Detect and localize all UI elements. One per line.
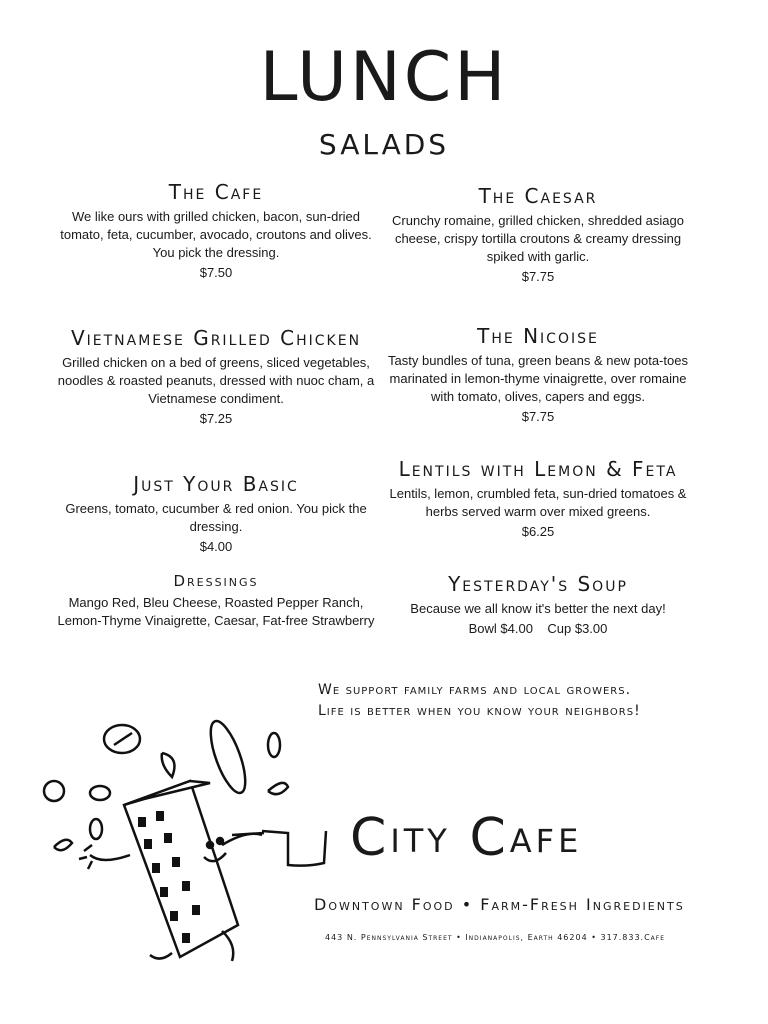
brand-logo xyxy=(350,808,582,868)
tagline-line-1: We support family farms and local growers. xyxy=(318,682,632,698)
tagline xyxy=(318,680,641,722)
menu-item-dressings xyxy=(56,572,376,630)
brand-swirl-c: C xyxy=(350,808,391,868)
item-description: Mango Red, Bleu Cheese, Roasted Pepper Ranch, Lemon-Thyme Vinaigrette, Caesar, Fat-free Strawberry xyxy=(57,595,375,628)
menu-item-basic xyxy=(56,472,376,554)
item-name: Lentils with Lemon & Feta xyxy=(398,457,678,481)
building-mascot-icon xyxy=(32,705,332,970)
section-title: SALADS xyxy=(318,128,450,161)
item-description: We like ours with grilled chicken, bacon, sun-dried tomato, feta, cucumber, avocado, croutons and olives. You pick the dressing. xyxy=(60,209,372,260)
menu-item-caesar xyxy=(378,184,698,284)
item-price: $7.25 xyxy=(199,411,233,426)
brand-swirl-c: C xyxy=(469,808,510,868)
menu-item-cafe xyxy=(56,180,376,280)
address: 443 N. Pennsylvania Street • Indianapolis, Earth 46204 • 317.833.Cafe xyxy=(325,933,666,942)
item-description: Lentils, lemon, crumbled feta, sun-dried tomatoes & herbs served warm over mixed greens. xyxy=(389,486,687,519)
item-price: $4.00 xyxy=(199,539,233,554)
item-description: Greens, tomato, cucumber & red onion. You pick the dressing. xyxy=(65,501,367,534)
item-description: Tasty bundles of tuna, green beans & new pota-toes marinated in lemon-thyme vinaigrette, over romaine with tomato, olives, capers and eggs. xyxy=(388,353,688,404)
item-price: $7.75 xyxy=(521,409,555,424)
item-name: Dressings xyxy=(173,572,259,590)
tagline-line-2: Life is better when you know your neighbors! xyxy=(318,703,641,719)
menu-item-nicoise xyxy=(378,324,698,424)
item-price: $7.75 xyxy=(521,269,555,284)
brand-word-city: ity xyxy=(390,809,451,863)
item-name: The Cafe xyxy=(168,180,264,204)
item-price: $6.25 xyxy=(521,524,555,539)
item-price: Bowl $4.00 Cup $3.00 xyxy=(468,621,608,636)
menu-title: LUNCH xyxy=(259,38,509,117)
item-description: Grilled chicken on a bed of greens, sliced vegetables, noodles & roasted peanuts, dressed with nuoc cham, a Vietnamese condiment. xyxy=(57,355,375,406)
brand-word-cafe: afe xyxy=(509,809,583,863)
slogan: Downtown Food • Farm-Fresh Ingredients xyxy=(314,895,685,914)
menu-item-lentils xyxy=(378,457,698,539)
menu-item-vietnamese xyxy=(50,326,382,426)
menu-item-soup xyxy=(378,572,698,636)
item-name: Yesterday's Soup xyxy=(448,572,628,596)
item-description: Crunchy romaine, grilled chicken, shredded asiago cheese, crispy tortilla croutons & creamy dressing spiked with garlic. xyxy=(392,213,684,264)
item-name: Vietnamese Grilled Chicken xyxy=(70,326,362,350)
item-description: Because we all know it's better the next day! xyxy=(410,601,666,616)
item-name: Just Your Basic xyxy=(133,472,299,496)
item-price: $7.50 xyxy=(199,265,233,280)
item-name: The Caesar xyxy=(478,184,598,208)
item-name: The Nicoise xyxy=(477,324,599,348)
